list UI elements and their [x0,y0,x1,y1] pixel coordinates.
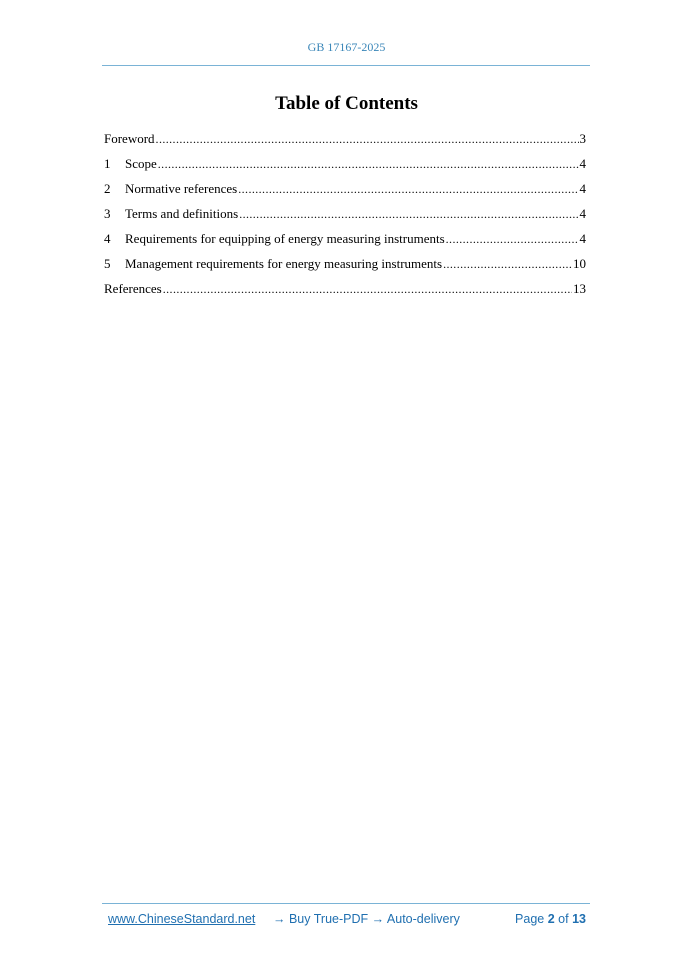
toc-entry-terms-and-definitions[interactable] [104,205,586,230]
page-title: Table of Contents [275,93,418,114]
toc-entry-number: 5 [104,256,111,271]
toc-leader-dots [156,130,579,148]
toc-leader-dots [239,205,578,223]
toc-entry-number: 3 [104,206,111,221]
toc-entry-page: 10 [573,256,586,271]
buy-pdf-text: → Buy True-PDF → Auto-delivery [273,912,460,926]
total-pages-number: 13 [572,912,586,926]
toc-entry-foreword[interactable] [104,130,586,155]
toc-entry-number: 2 [104,181,111,196]
toc-entry-label: Scope [125,156,157,171]
current-page-number: 2 [547,912,555,926]
toc-leader-dots [446,230,579,248]
toc-entry-scope[interactable] [104,155,586,180]
toc-entry-label: Terms and definitions [125,206,239,221]
toc-entry-page: 4 [579,156,586,171]
toc-entry-page: 4 [579,206,586,221]
page-footer [108,912,586,926]
toc-entry-number: 4 [104,231,111,246]
toc-entry-page: 4 [579,231,586,246]
toc-entry-page: 3 [579,131,586,146]
toc-entry-page: 13 [573,281,586,296]
toc-entry-label: Normative references [125,181,238,196]
toc-leader-dots [443,255,572,273]
footer-divider [102,903,590,904]
site-link[interactable]: www.ChineseStandard.net [108,912,256,926]
toc-entry-page: 4 [579,181,586,196]
page-indicator [515,912,586,926]
toc-entry-management-requirements[interactable] [104,255,586,280]
header-divider [102,65,590,66]
toc-entry-references[interactable] [104,280,586,305]
toc-entry-label: Foreword [104,131,155,146]
toc-entry-number: 1 [104,156,111,171]
toc-entry-label: Requirements for equipping of energy measuring instruments [125,231,445,246]
toc-leader-dots [158,155,579,173]
table-of-contents [104,130,586,305]
toc-entry-normative-references[interactable] [104,180,586,205]
page-word: Page [515,912,545,926]
toc-entry-label: References [104,281,162,296]
document-code-header: GB 17167-2025 [307,40,386,54]
toc-entry-label: Management requirements for energy measuring instruments [125,256,443,271]
toc-leader-dots [238,180,578,198]
toc-leader-dots [163,280,572,298]
of-word: of [558,912,569,926]
toc-entry-equipping-requirements[interactable] [104,230,586,255]
